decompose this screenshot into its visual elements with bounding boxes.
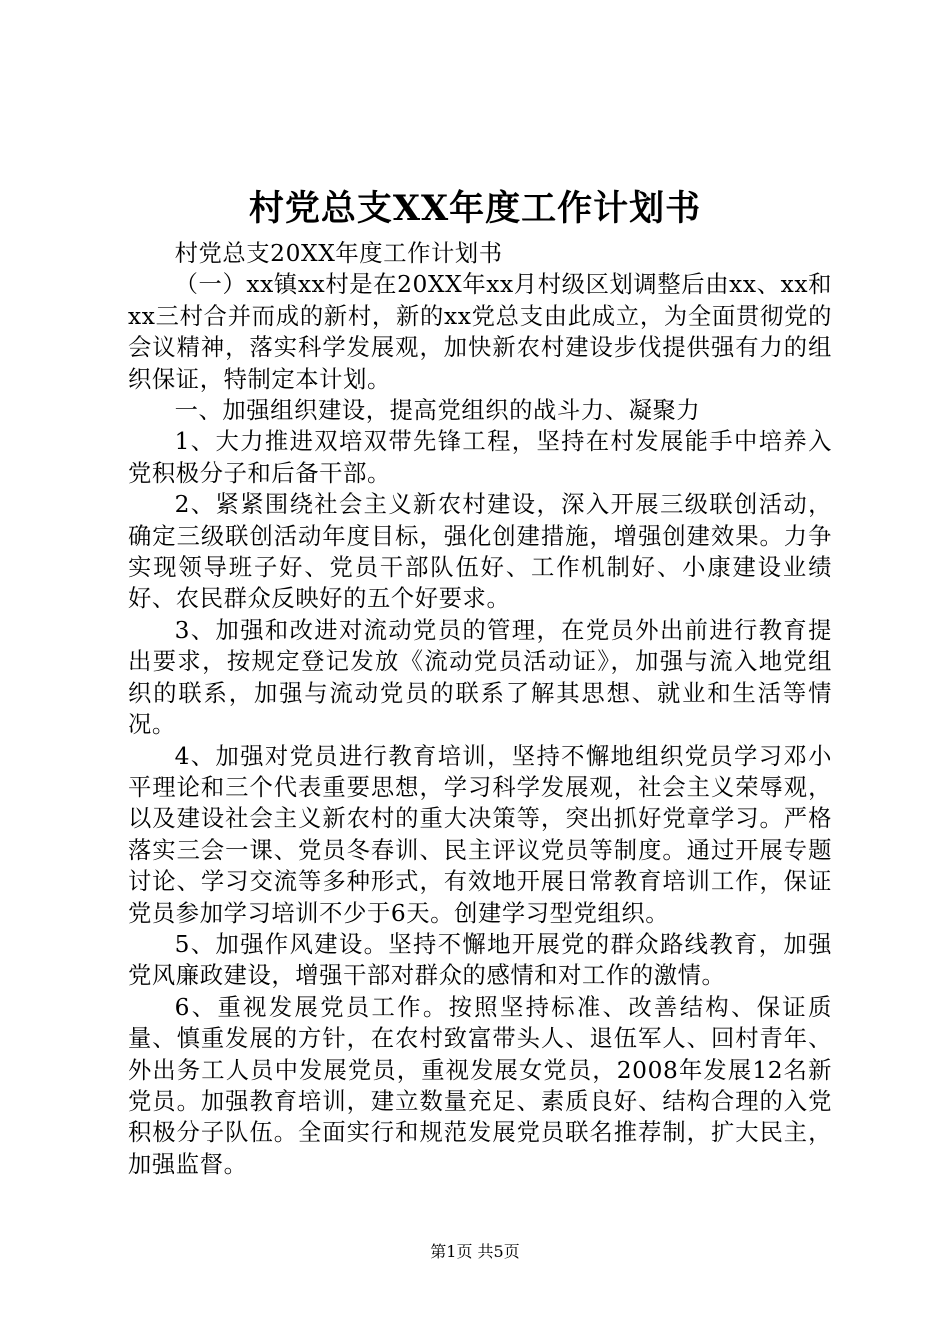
item-paragraph-5: 5、加强作风建设。坚持不懈地开展党的群众路线教育，加强党风廉政建设，增强干部对群众的感情和对工作的激情。 — [128, 930, 832, 990]
item-paragraph-1: 1、大力推进双培双带先锋工程，坚持在村发展能手中培养入党积极分子和后备干部。 — [128, 428, 832, 487]
item-paragraph-4: 4、加强对党员进行教育培训，坚持不懈地组织党员学习邓小平理论和三个代表重要思想，学习科学发展观，社会主义荣辱观，以及建设社会主义新农村的重大决策等，突出抓好党章学习。严格落实三会一课、党员冬春训、民主评议党员等制度。通过开展专题讨论、学习交流等多种形式，有效地开展日常教育培训工作，保证党员参加学习培训不少于6天。创建学习型党组织。 — [128, 742, 832, 927]
intro-paragraph: （一）xx镇xx村是在20XX年xx月村级区划调整后由xx、xx和xx三村合并而成的新村，新的xx党总支由此成立，为全面贯彻党的会议精神，落实科学发展观，加快新农村建设步伐提供强有力的组织保证，特制定本计划。 — [128, 271, 832, 393]
item-paragraph-2: 2、紧紧围绕社会主义新农村建设，深入开展三级联创活动，确定三级联创活动年度目标，强化创建措施，增强创建效果。力争实现领导班子好、党员干部队伍好、工作机制好、小康建设业绩好、农民群众反映好的五个好要求。 — [128, 491, 832, 613]
document-subtitle: 村党总支20XX年度工作计划书 — [174, 240, 503, 267]
item-paragraph-3: 3、加强和改进对流动党员的管理，在党员外出前进行教育提出要求，按规定登记发放《流动党员活动证》，加强与流入地党组织的联系，加强与流动党员的联系了解其思想、就业和生活等情况。 — [128, 616, 832, 739]
page-indicator: 第1页 共5页 — [430, 1242, 520, 1261]
section-heading: 一、加强组织建设，提高党组织的战斗力、凝聚力 — [174, 397, 701, 425]
item-paragraph-6: 6、重视发展党员工作。按照坚持标准、改善结构、保证质量、慎重发展的方针，在农村致富带头人、退伍军人、回村青年、外出务工人员中发展党员，重视发展女党员，2008年发展12名新党员。加强教育培训，建立数量充足、素质良好、结构合理的入党积极分子队伍。全面实行和规范发展党员联名推荐制，扩大民主，加强监督。 — [128, 993, 832, 1178]
document-body — [128, 238, 832, 1180]
document-title: 村党总支XX年度工作计划书 — [248, 188, 702, 229]
